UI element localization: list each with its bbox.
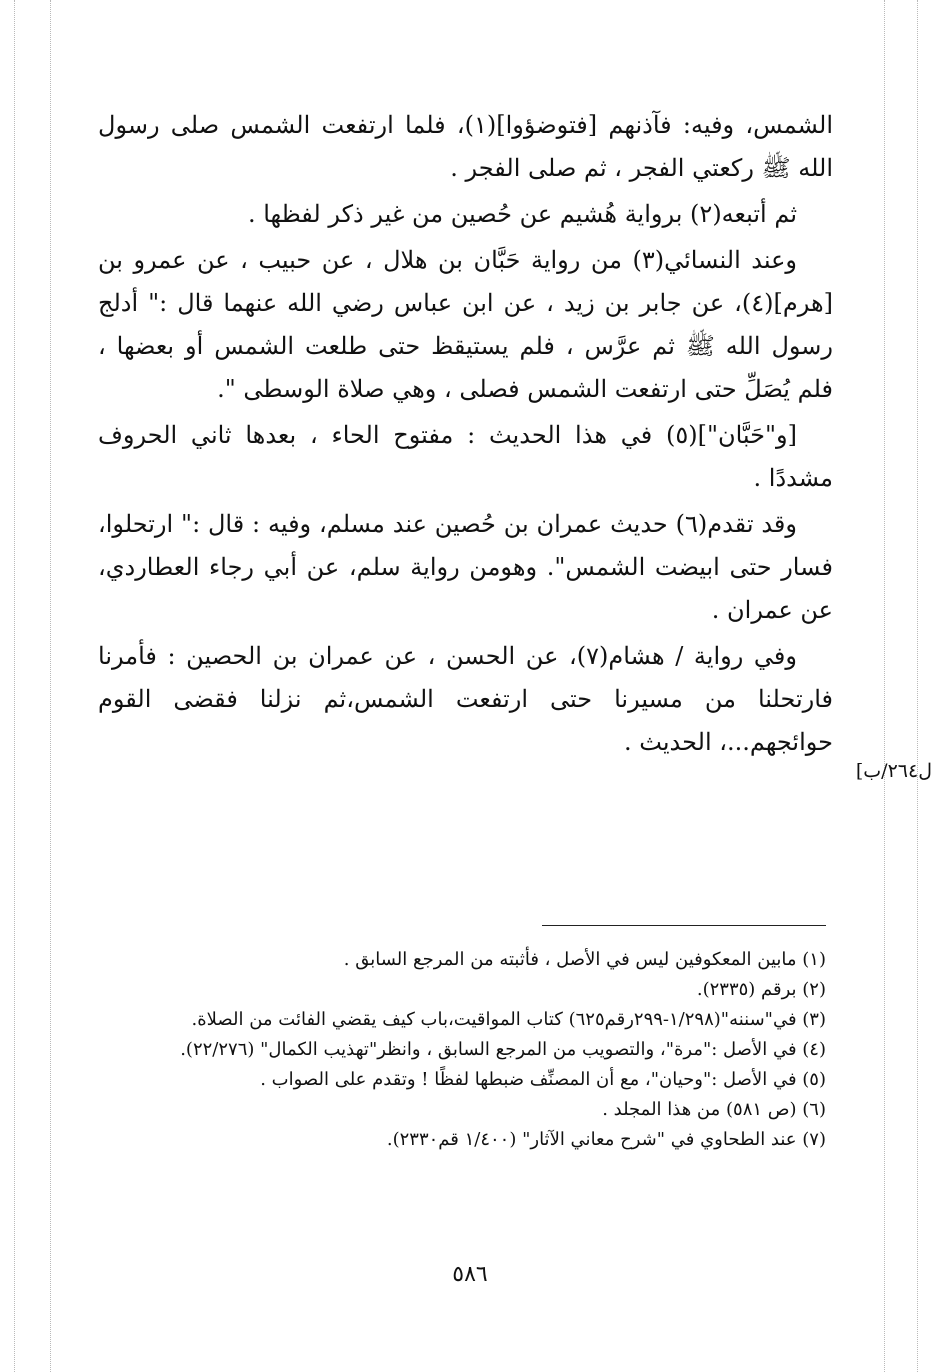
paragraph-3: وعند النسائي(٣) من رواية حَبَّان بن هلال ، عن حبيب ، عن عمرو بن [هرم](٤)، عن جابر بن زيد ، عن ابن عباس رضي الله عنهما قال :" أدلج رسول الله ﷺ ثم عرَّس ، فلم يستيقظ حتى طلعت الشمس أو بعضها ، فلم يُصَلِّ حتى ارتفعت الشمس فصلى ، وهي صلاة الوسطى ". xyxy=(98,246,833,403)
main-text xyxy=(98,104,833,764)
footnotes xyxy=(104,945,826,1155)
page-number: ٥٨٦ xyxy=(452,1262,488,1287)
footnote-6: (٦) (ص ٥٨١) من هذا المجلد . xyxy=(602,1099,826,1120)
paragraph-4: [و"حَبَّان"](٥) في هذا الحديث : مفتوح الحاء ، بعدها ثاني الحروف مشددًا . xyxy=(98,421,833,492)
footnote-4: (٤) في الأصل :"مرة"، والتصويب من المرجع السابق ، وانظر"تهذيب الكمال" (٢٢/٢٧٦). xyxy=(180,1039,826,1060)
footnote-1: (١) مابين المعكوفين ليس في الأصل ، فأثبته من المرجع السابق . xyxy=(343,949,826,970)
footnote-3: (٣) في"سننه"(١/٢٩٨-٢٩٩رقم٦٢٥) كتاب المواقيت،باب كيف يقضي الفائت من الصلاة. xyxy=(191,1009,826,1030)
paragraph-1: الشمس، وفيه: فآذنهم [فتوضؤوا](١)، فلما ارتفعت الشمس صلى رسول الله ﷺ ركعتي الفجر ، ثم صلى الفجر . xyxy=(98,111,834,182)
manuscript-folio-note: ل٢٦٤/ب] xyxy=(855,760,932,782)
scan-border-right-inner xyxy=(884,0,885,1372)
footnote-separator xyxy=(542,925,826,926)
paragraph-2: ثم أتبعه(٢) برواية هُشيم عن حُصين من غير ذكر لفظها . xyxy=(247,200,797,228)
scan-border-left-outer xyxy=(14,0,15,1372)
footnote-5: (٥) في الأصل :"وحيان"، مع أن المصنِّف ضبطها لفظًا ! وتقدم على الصواب . xyxy=(260,1069,826,1090)
footnote-2: (٢) برقم (٢٣٣٥). xyxy=(696,979,826,1000)
paragraph-5: وقد تقدم(٦) حديث عمران بن حُصين عند مسلم، وفيه : قال :" ارتحلوا، فسار حتى ابيضت الشمس". وهومن رواية سلم، عن أبي رجاء العطاردي، عن عمران . xyxy=(98,510,833,624)
footnote-7: (٧) عند الطحاوي في "شرح معاني الآثار" (١/٤٠٠ قم٢٣٣٠). xyxy=(386,1129,826,1150)
scan-border-left-inner xyxy=(50,0,51,1372)
scan-border-right-outer xyxy=(917,0,918,1372)
paragraph-6: وفي رواية / هشام(٧)، عن الحسن ، عن عمران بن الحصين : فأمرنا فارتحلنا من مسيرنا حتى ارتفعت الشمس،ثم نزلنا فقضى القوم حوائجهم...، الحديث . xyxy=(98,642,833,756)
